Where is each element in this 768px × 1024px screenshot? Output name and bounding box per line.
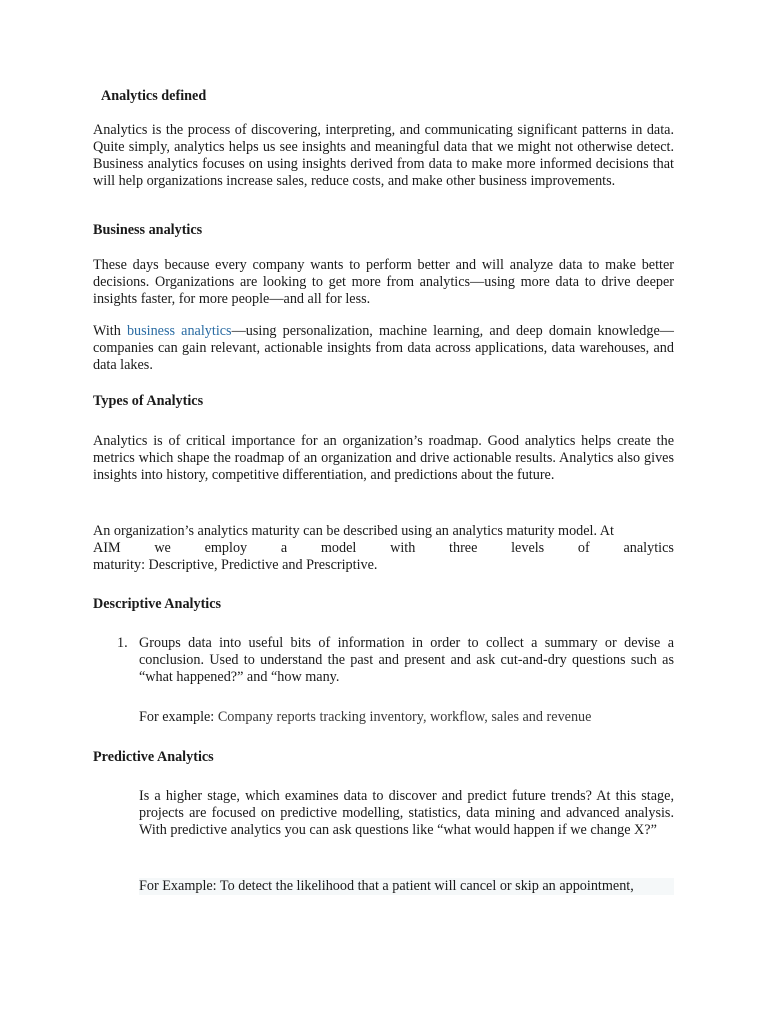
- word: of: [577, 540, 590, 556]
- paragraph-predictive: Is a higher stage, which examines data to discover and predict future trends? At this stage, projects are focused on predictive modelling, statistics, data mining and advanced analysis. With predictive analytics you can ask questions like “what would happen if we change X?”: [139, 788, 674, 838]
- paragraph-types-2-line3: maturity: Descriptive, Predictive and Prescriptive.: [93, 557, 378, 573]
- heading-types-of-analytics: Types of Analytics: [93, 393, 204, 409]
- word: analytics: [623, 540, 674, 556]
- list-item-descriptive: Groups data into useful bits of information in order to collect a summary or devise a conclusion. Used to understand the past and present and ask cut-and-dry questions such as “what happened?” and “how many.: [139, 635, 674, 685]
- word: with: [390, 540, 416, 556]
- example-label: For example:: [139, 709, 218, 725]
- paragraph-types-2-line1: An organization’s analytics maturity can be described using an analytics maturity model. At: [93, 523, 614, 539]
- paragraph-types-2-line2: [93, 540, 674, 557]
- paragraph-rest: —using personalization, machine learning, and deep domain knowledge—companies can gain relevant, actionable insights from data across applications, data warehouses, and data lakes.: [93, 323, 674, 373]
- example-text: To detect the likelihood that a patient will cancel or skip an appointment,: [219, 878, 634, 894]
- heading-analytics-defined: Analytics defined: [101, 88, 207, 104]
- word: a: [280, 540, 288, 556]
- paragraph-prefix: With: [93, 323, 127, 339]
- list-item-number: 1.: [117, 635, 128, 651]
- paragraph-business-analytics-2: [93, 323, 674, 374]
- paragraph-types-2: [93, 523, 674, 574]
- word: employ: [204, 540, 248, 556]
- descriptive-example: [139, 709, 674, 726]
- heading-descriptive-analytics: Descriptive Analytics: [93, 596, 222, 612]
- paragraph-types-1: Analytics is of critical importance for an organization’s roadmap. Good analytics helps create the metrics which shape the roadmap of an organization and drive actionable results. Analytics also gives insights into history, competitive differentiation, and predictions about the future.: [93, 433, 674, 483]
- word: three: [449, 540, 478, 556]
- heading-predictive-analytics: Predictive Analytics: [93, 749, 214, 765]
- business-analytics-link[interactable]: business analytics: [126, 323, 232, 339]
- word: AIM: [93, 540, 121, 556]
- paragraph-analytics-defined: Analytics is the process of discovering, interpreting, and communicating significant patterns in data. Quite simply, analytics helps us see insights and meaningful data that we might not otherwise detect. Business analytics focuses on using insights derived from data to make more informed decisions that will help organizations increase sales, reduce costs, and make other business improvements.: [93, 122, 674, 189]
- paragraph-business-analytics-1: These days because every company wants to perform better and will analyze data to make better decisions. Organizations are looking to get more from analytics—using more data to drive deeper insights faster, for more people—and all for less.: [93, 257, 674, 307]
- word: we: [154, 540, 171, 556]
- heading-business-analytics: Business analytics: [93, 222, 203, 238]
- word: model: [320, 540, 357, 556]
- predictive-example: [139, 878, 674, 895]
- word: levels: [511, 540, 545, 556]
- example-label: For Example:: [139, 878, 220, 894]
- example-text: Company reports tracking inventory, workflow, sales and revenue: [217, 709, 592, 725]
